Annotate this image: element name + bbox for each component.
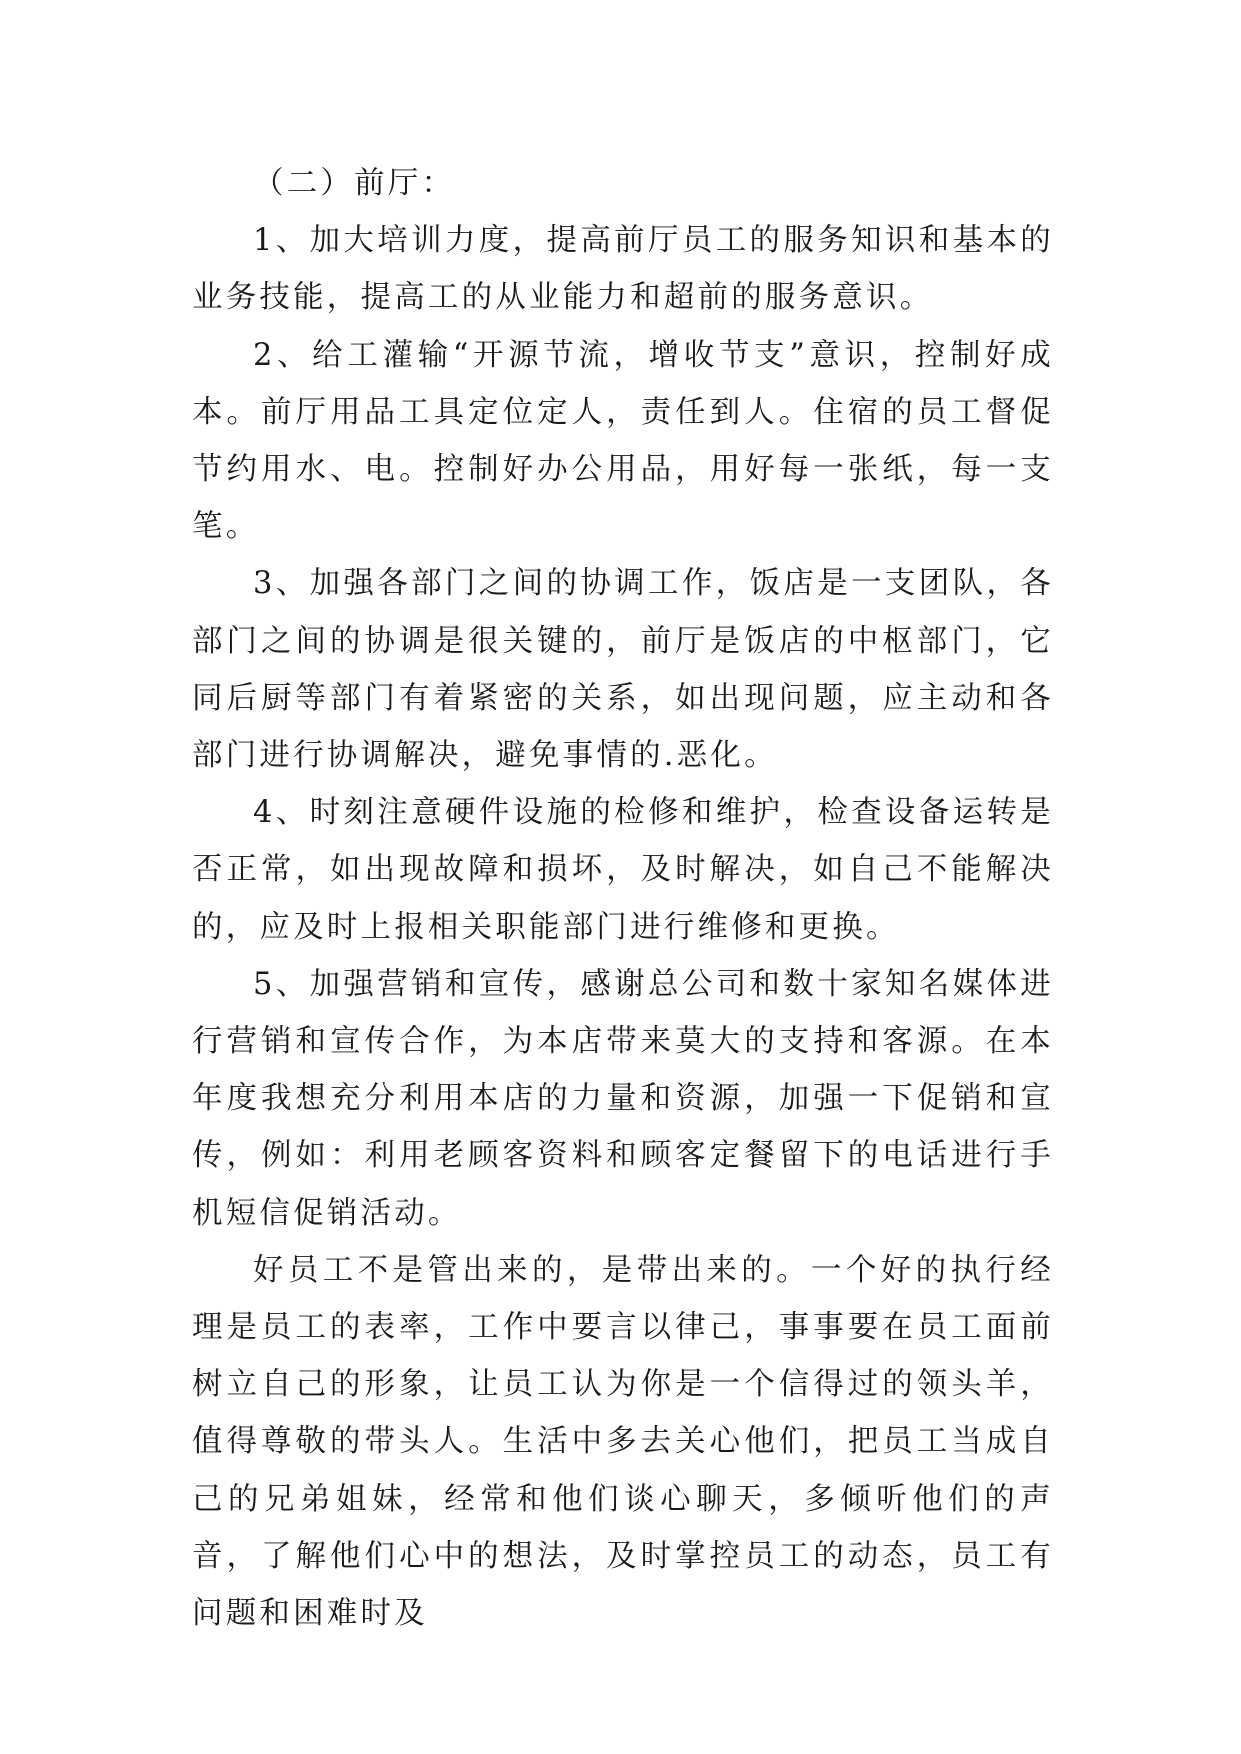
document-body — [192, 155, 1054, 1642]
paragraph-item-1: 1、加大培训力度，提高前厅员工的服务知识和基本的业务技能，提高工的从业能力和超前的服务意识。 — [192, 223, 1054, 316]
paragraph-item-5: 5、加强营销和宣传，感谢总公司和数十家知名媒体进行营销和宣传合作，为本店带来莫大的支持和客源。在本年度我想充分利用本店的力量和资源，加强一下促销和宣传，例如：利用老顾客资料和顾客定餐留下的电话进行手机短信促销活动。 — [192, 966, 1054, 1231]
paragraph-item-2: 2、给工灌输“开源节流，增收节支”意识，控制好成本。前厅用品工具定位定人，责任到人。住宿的员工督促节约用水、电。控制好办公用品，用好每一张纸，每一支笔。 — [192, 337, 1054, 545]
section-heading-front-desk: （二）前厅： — [253, 166, 456, 201]
paragraph-closing: 好员工不是管出来的，是带出来的。一个好的执行经理是员工的表率，工作中要言以律己，事事要在员工面前树立自己的形象，让员工认为你是一个信得过的领头羊，值得尊敬的带头人。生活中多去关心他们，把员工当成自己的兄弟姐妹，经常和他们谈心聊天，多倾听他们的声音，了解他们心中的想法，及时掌控员工的动态，员工有问题和困难时及 — [192, 1252, 1054, 1632]
paragraph-item-3: 3、加强各部门之间的协调工作，饭店是一支团队，各部门之间的协调是很关键的，前厅是饭店的中枢部门，它同后厨等部门有着紧密的关系，如出现问题，应主动和各部门进行协调解决，避免事情的.恶化。 — [192, 566, 1054, 774]
paragraph-item-4: 4、时刻注意硬件设施的检修和维护，检查设备运转是否正常，如出现故障和损坏，及时解决，如自己不能解决的，应及时上报相关职能部门进行维修和更换。 — [192, 795, 1054, 945]
